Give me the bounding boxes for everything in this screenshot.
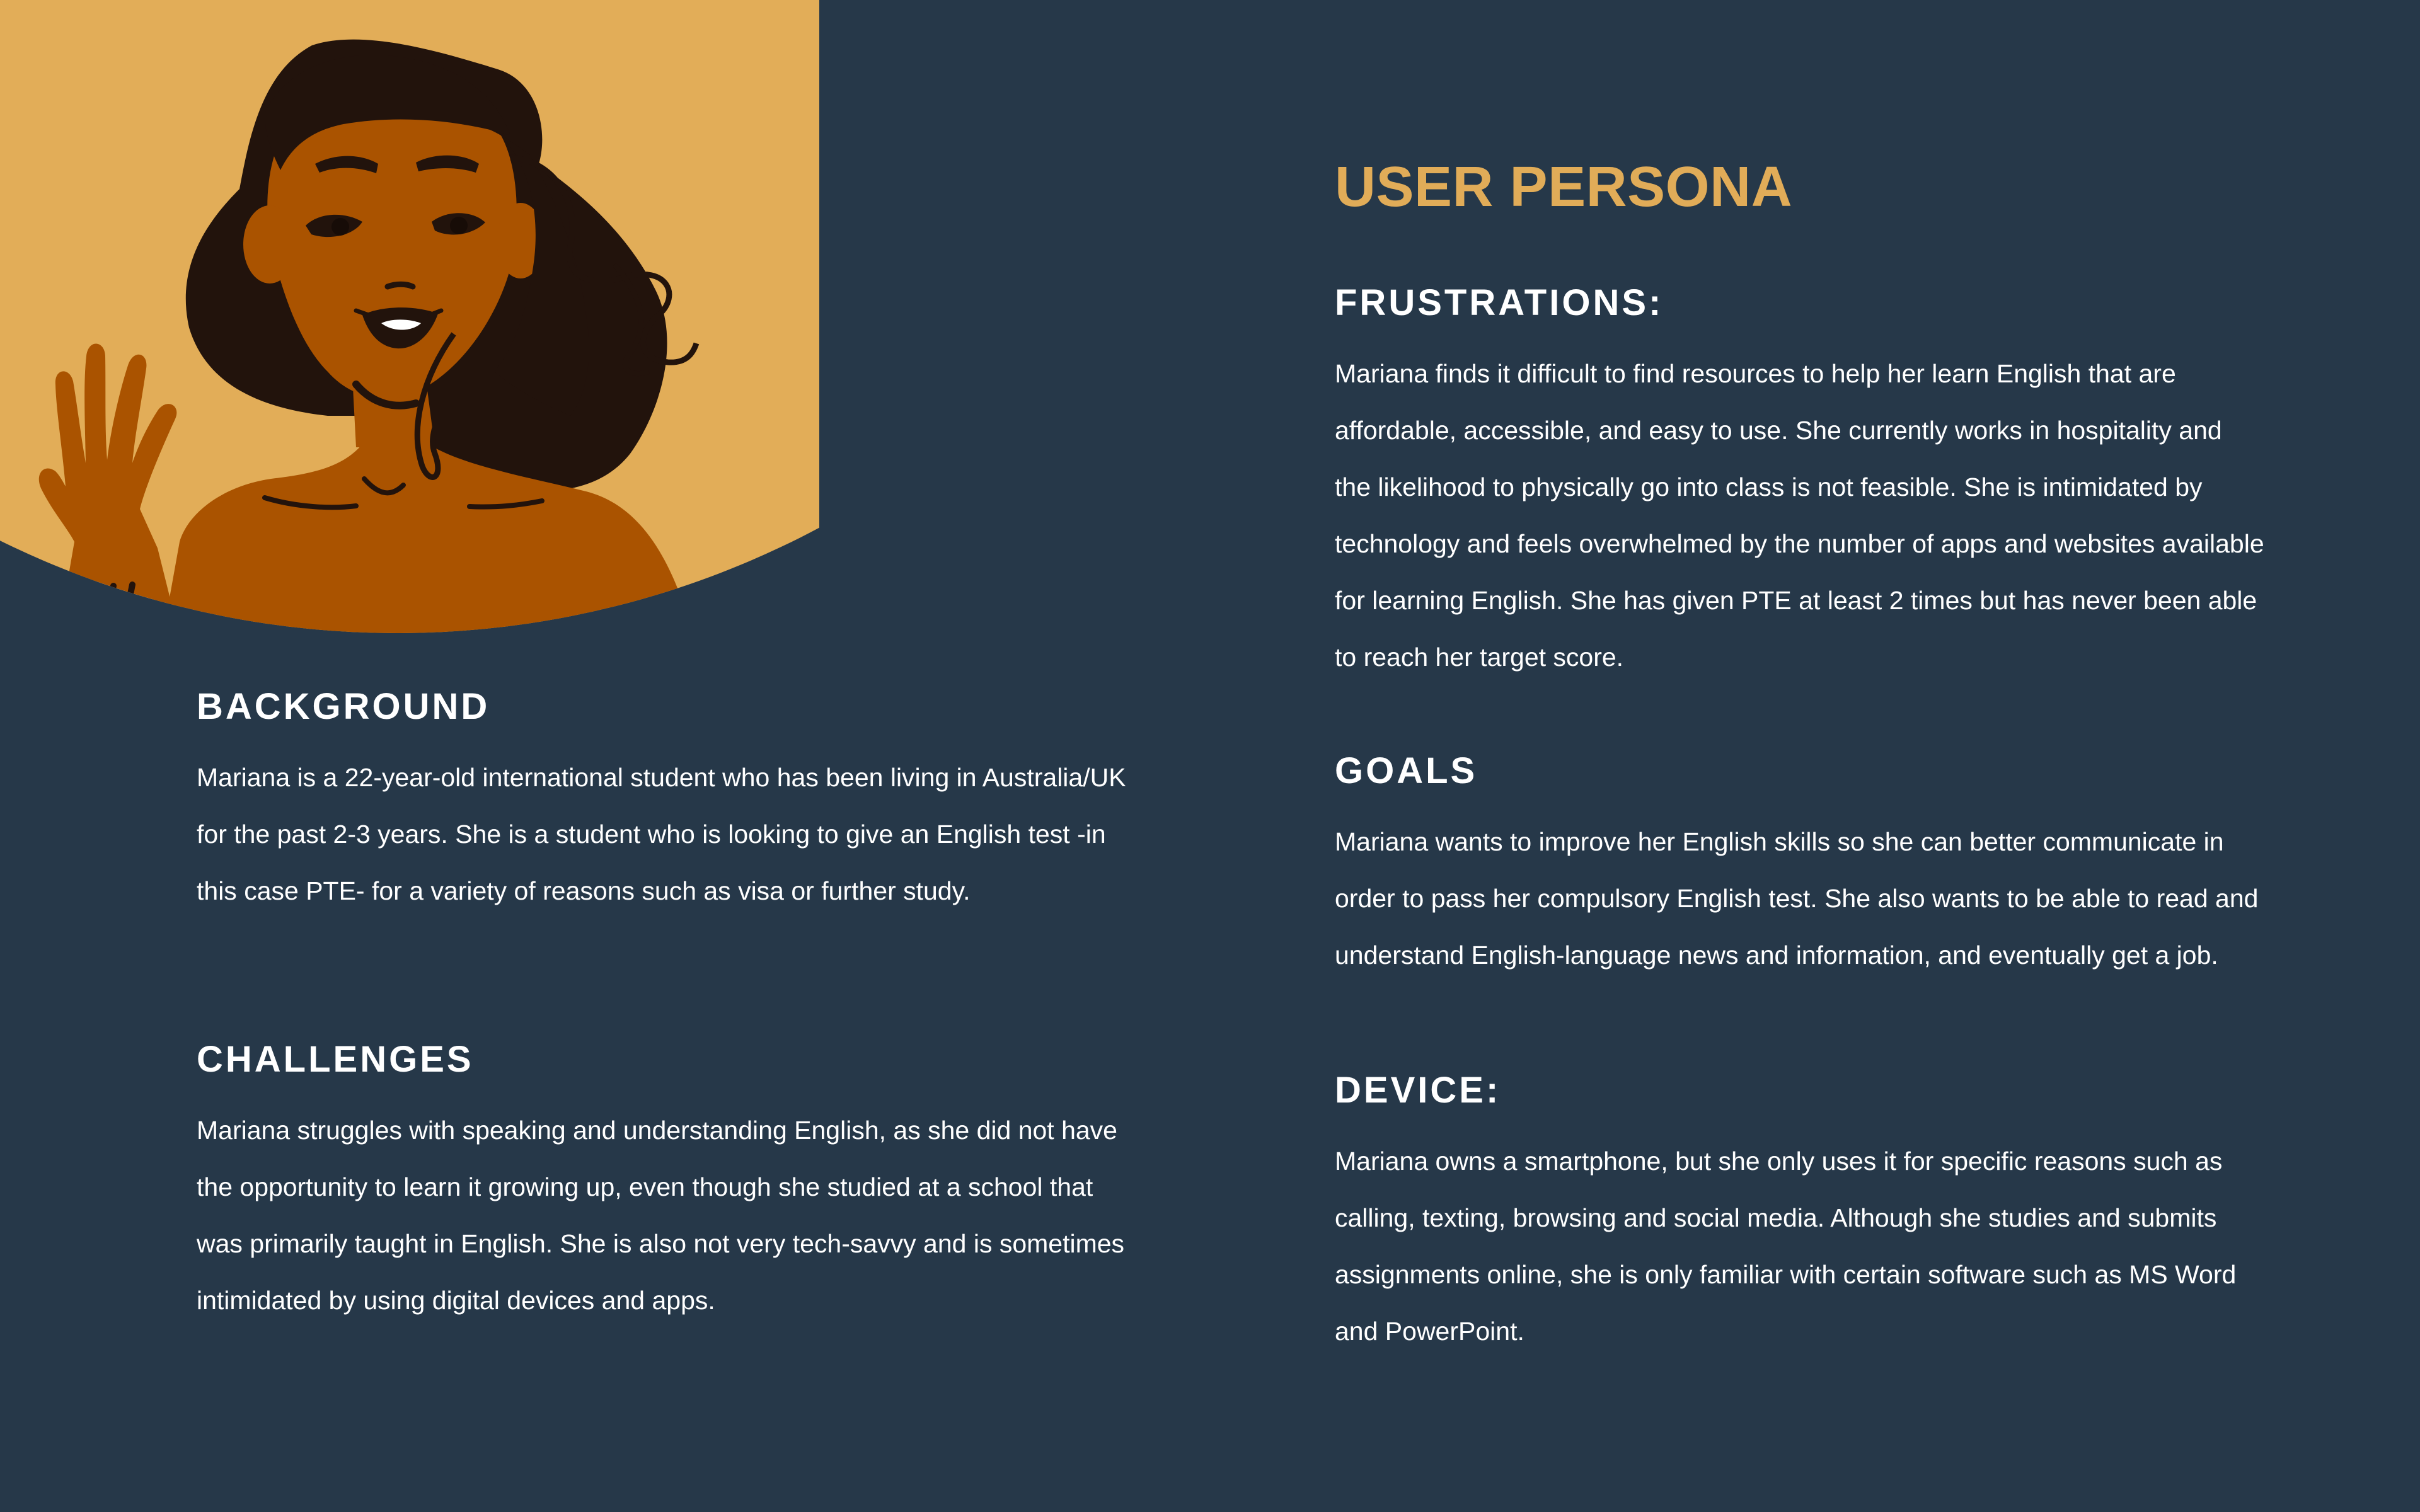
goals-line: understand English-language news and information, and eventually get a job.: [1335, 941, 2218, 970]
background-line: this case PTE- for a variety of reasons such as visa or further study.: [197, 876, 971, 905]
challenges-section: [197, 1041, 1161, 1329]
challenges-line: the opportunity to learn it growing up, even though she studied at a school that: [197, 1172, 1093, 1201]
sleeve-stripes: [69, 585, 132, 630]
frustrations-section: [1335, 282, 2318, 685]
background-section: [197, 686, 1161, 919]
frustrations-line: to reach her target score.: [1335, 643, 1624, 672]
device-line: Mariana owns a smartphone, but she only uses it for specific reasons such as: [1335, 1147, 2223, 1176]
frustrations-line: affordable, accessible, and easy to use. She currently works in hospitality and: [1335, 416, 2222, 445]
goals-line: order to pass her compulsory English test. She also wants to be able to read and: [1335, 884, 2259, 913]
frustrations-line: for learning English. She has given PTE at least 2 times but has never been able: [1335, 586, 2257, 615]
device-line: assignments online, she is only familiar with certain software such as MS Word: [1335, 1260, 2237, 1289]
challenges-line: Mariana struggles with speaking and understanding English, as she did not have: [197, 1116, 1117, 1145]
left-ear: [243, 205, 296, 284]
frustrations-line: the likelihood to physically go into class is not feasible. She is intimidated by: [1335, 472, 2203, 501]
frustrations-line: technology and feels overwhelmed by the number of apps and websites available: [1335, 529, 2264, 558]
right-pupil: [450, 217, 468, 234]
background-line: for the past 2-3 years. She is a student who is looking to give an English test -in: [197, 820, 1106, 849]
goals-text: [1335, 813, 2318, 983]
device-text: [1335, 1133, 2318, 1360]
nose: [388, 284, 413, 287]
frustrations-heading: FRUSTRATIONS:: [1335, 282, 1664, 323]
device-section: [1335, 1072, 2318, 1360]
device-line: and PowerPoint.: [1335, 1317, 1524, 1346]
background-line: Mariana is a 22-year-old international student who has been living in Australia/UK: [197, 763, 1126, 792]
challenges-line: intimidated by using digital devices and apps.: [197, 1286, 715, 1315]
background-heading: BACKGROUND: [197, 686, 490, 727]
background-text: [197, 749, 1161, 919]
device-heading: DEVICE:: [1335, 1070, 1501, 1111]
challenges-heading: CHALLENGES: [197, 1039, 474, 1080]
page-title: USER PERSONA: [1335, 156, 1793, 219]
left-pupil: [331, 218, 349, 236]
frustrations-text: [1335, 345, 2318, 685]
persona-avatar-illustration: [0, 0, 819, 636]
challenges-text: [197, 1102, 1161, 1329]
frustrations-line: Mariana finds it difficult to find resources to help her learn English that are: [1335, 359, 2176, 388]
goals-line: Mariana wants to improve her English skills so she can better communicate in: [1335, 827, 2224, 856]
goals-section: [1335, 750, 2318, 983]
device-line: calling, texting, browsing and social media. Although she studies and submits: [1335, 1203, 2217, 1232]
goals-heading: GOALS: [1335, 750, 1478, 791]
challenges-line: was primarily taught in English. She is also not very tech-savvy and is sometimes: [197, 1229, 1125, 1258]
